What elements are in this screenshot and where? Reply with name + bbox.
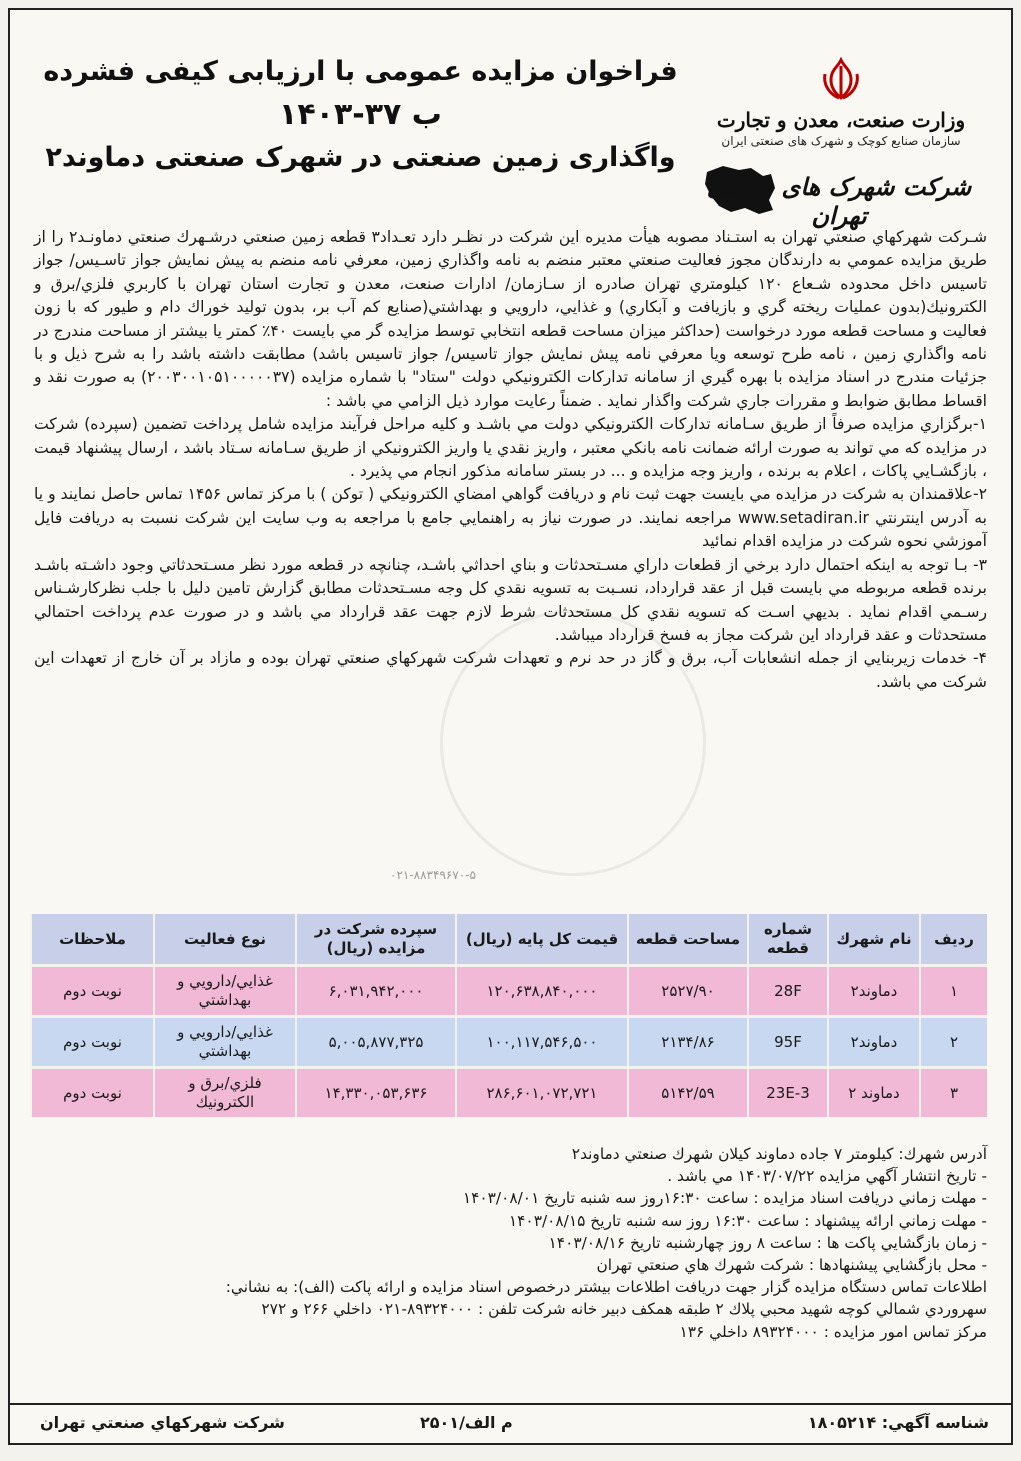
ad-code: م الف/۲۵۰۱: [420, 1413, 513, 1432]
table-cell: ۱: [920, 966, 987, 1017]
table-cell: غذايي/دارويي و بهداشتي: [154, 1017, 296, 1068]
table-cell: غذايي/دارويي و بهداشتي: [154, 966, 296, 1017]
table-cell: 28F: [748, 966, 828, 1017]
title-line-1: فراخوان مزایده عمومی با ارزیابی کیفی فشرده: [43, 56, 678, 87]
title-line-2: ب ۳۷-۱۴۰۳: [279, 97, 442, 132]
condition-1: ۱-برگزاري مزايده صرفاً از طريق سـامانه تداركات الكترونيكي دولت مي باشـد و كليه مراحل فرآيند مزايده شامل پرداخت تضمين (سپرده) شركت در مزايده كه مي تواند به صورت ارائه ضمانت نامه بانكي معتبر ، واريز نقدي يا واريز الكترونيكي از طريق سـامانه سـتاد باشد ، ارسال پيشنهاد قيمت ، بازگشـايي پاكات ، اعلام به برنده ، واريز وجه مزايده و ... در بستر سامانه مذكور انجام مي پذيرد .: [34, 415, 987, 481]
table-cell: ۱۰۰,۱۱۷,۵۴۶,۵۰۰: [456, 1017, 628, 1068]
table-cell: ۲۵۲۷/۹۰: [628, 966, 748, 1017]
plots-table: [30, 914, 987, 1117]
table-cell: ۲۱۳۴/۸۶: [628, 1017, 748, 1068]
opening-time-line: - زمان بازگشايي پاكت ها : ساعت ۸ روز چهارشنبه تاريخ ۱۴۰۳/۰۸/۱۶: [548, 1233, 987, 1252]
document-deadline-line: - مهلت زماني دريافت اسناد مزايده : ساعت ۱۶:۳۰روز سه شنبه تاريخ ۱۴۰۳/۰۸/۰۱: [462, 1189, 987, 1208]
table-row: [31, 1068, 987, 1118]
offer-deadline-line: - مهلت زماني ارائه پيشنهاد : ساعت ۱۶:۳۰ روز سه شنبه تاريخ ۱۴۰۳/۰۸/۱۵: [508, 1211, 987, 1230]
table-header: قيمت كل پايه (ريال): [456, 914, 628, 966]
iran-emblem-icon: [817, 56, 865, 104]
table-cell: ۲: [920, 1017, 987, 1068]
table-cell: ۱۲۰,۶۳۸,۸۴۰,۰۰۰: [456, 966, 628, 1017]
table-cell: دماوند۲: [828, 1017, 920, 1068]
watermark-phone: ۰۲۱-۸۸۳۴۹۶۷۰-۵: [390, 868, 477, 882]
table-cell: دماوند ۲: [828, 1068, 920, 1118]
auction-details: [34, 1143, 987, 1343]
table-cell: 23E-3: [748, 1068, 828, 1118]
table-cell: 95F: [748, 1017, 828, 1068]
table-cell: دماوند۲: [828, 966, 920, 1017]
table-header: نوع فعاليت: [154, 914, 296, 966]
table-cell: ۱۴,۳۳۰,۰۵۳,۶۳۶: [296, 1068, 456, 1118]
table-cell: ۲۸۶,۶۰۱,۰۷۲,۷۲۱: [456, 1068, 628, 1118]
intro-paragraph: شـركت شهركهاي صنعتي تهران به استـناد مصوبه هيأت مديره اين شركت در نظـر دارد تعـداد۳ قطعه زمين صنعتي درشـهرك صنعتي دماونـد۲ را از طريق مزايده عمومي به دارندگان مجوز فعاليت صنعتي معتبر منضم به نامه واگذاري زمين، معرفي نامه منضم به پيش نمايش جواز تاسـيس/ جواز تاسيس داخل محدوده شـعاع ۱۲۰ كيلومتري تهران صادره از سـازمان/ ادارات صنعت، معدن و تجارت استان تهران با كاربري فلزي/برق و الكترونيك(بدون عمليات ريخته گري و بازيافت و آبكاري) و غذايي، دارويي و بهداشتي(صنايع كم آب بر، بدون توليد خوراك دام و طيور كه با زون فعاليت و مساحت قطعه مورد درخواست (حداكثر ميزان مساحت قطعه انتخابي توسط مزايده گر مي بايست ۴۰٪ كمتر يا بيشتر از مساحت مندرج در نامه واگذاري زمين ، نامه طرح توسعه ويا معرفي نامه پيش نمايش جواز تاسيس/ جواز تاسيس باشد) مطابقت داشته باشد را به شرح ذيل و با جزئيات مندرج در اسناد مزايده با بهره گيري از سامانه تداركات الكترونيكي دولت "ستاد" با شماره مزايده (۲۰۰۳۰۰۱۰۵۱۰۰۰۰۰۳۷) به صورت نقد و اقساط مطابق ضوابط و مقررات جاري شركت واگذار نمايد . ضمناً رعايت موارد ذيل الزامي مي باشد :: [34, 228, 988, 410]
opening-place-line: - محل بازگشايي پيشنهادها : شركت شهرك هاي صنعتي تهران: [596, 1256, 987, 1275]
publish-date-line: - تاريخ انتشار آگهي مزايده ۱۴۰۳/۰۷/۲۲ مي باشد .: [667, 1167, 987, 1186]
logo-block: [691, 50, 991, 230]
table-cell: ۵,۰۰۵,۸۷۷,۳۲۵: [296, 1017, 456, 1068]
table-header-row: [31, 914, 987, 966]
table-cell: نوبت دوم: [31, 1068, 154, 1118]
contact-address-line: سهروردي شمالي كوچه شهيد محبي پلاك ۲ طبقه همكف دبير خانه شركت تلفن : ۸۹۳۲۴۰۰۰-۰۲۱ داخلي ۲۶۶ و ۲۷۲: [261, 1300, 987, 1319]
table-row: [31, 966, 987, 1017]
table-cell: فلزي/برق و الكترونيك: [154, 1068, 296, 1118]
footer-company: شركت شهركهاي صنعتي تهران: [40, 1413, 285, 1432]
announcement-body: [34, 226, 987, 694]
condition-4: ۴- خدمات زيربنايي از جمله انشعابات آب، برق و گاز در حد نرم و تعهدات شركت شهركهاي صنعتي تهران بوده و مازاد بر آن خارج از تعهدات اين شركت مي باشد.: [34, 649, 987, 691]
company-logo: [701, 158, 981, 230]
table-header: رديف: [920, 914, 987, 966]
table-header: نام شهرك: [828, 914, 920, 966]
table-cell: نوبت دوم: [31, 966, 154, 1017]
table-cell: ۶,۰۳۱,۹۴۲,۰۰۰: [296, 966, 456, 1017]
table-cell: ۳: [920, 1068, 987, 1118]
table-cell: ۵۱۴۲/۵۹: [628, 1068, 748, 1118]
footer: [10, 1403, 1011, 1443]
table-header: ملاحظات: [31, 914, 154, 966]
header: [40, 50, 991, 230]
call-center-line: مركز تماس امور مزايده : ۸۹۳۲۴۰۰۰ داخلي ۱۳۶: [679, 1322, 987, 1341]
table-header: سپرده شركت در مزايده (ريال): [296, 914, 456, 966]
condition-2: ۲-علاقمندان به شركت در مزايده مي بايست جهت ثبت نام و دريافت گواهي امضاي الكترونيكي ( توكن ) با مركز تماس ۱۴۵۶ تماس حاصل نمايند و يا به آدرس اينترنتي www.setadiran.ir مراجعه نمايند. در صورت نياز به راهنمايي جامع با مراجعه به وب سايت اين شركت نسبت به دريافت فايل آموزشي نحوه شركت در مزايده اقدام نمائيد: [34, 485, 988, 551]
condition-3: ۳- بـا توجه به اينكه احتمال دارد برخي از قطعات داراي مسـتحدثات و بناي احداثي باشـد، چنانچه در قطعه مورد نظر مسـتحدثاتي وجود داشـته باشـد برنده قطعه مربوطه مي بايست قبل از عقد قرارداد، نسـبت به تسويه نقدي كل وجه مسـتحدثات مطابق گزارش تامين دليل با جلب نظركارشـناس رسـمي اقدام نمايد . بديهي اسـت كه تسويه نقدي كل مستحدثات شرط لازم جهت عقد قرارداد مي باشد و در صورت عدم پرداخت احتمالي مستحدثات و عقد قرارداد اين شركت مجاز به فسخ قرارداد ميباشد.: [34, 555, 987, 644]
table-header: شماره قطعه: [748, 914, 828, 966]
title-line-3: واگذاری زمین صنعتی در شهرک صنعتی دماوند۲: [45, 142, 676, 173]
table-cell: نوبت دوم: [31, 1017, 154, 1068]
ministry-name: وزارت صنعت، معدن و تجارت: [716, 108, 966, 132]
title-block: [40, 50, 681, 180]
table-row: [31, 1017, 987, 1068]
contact-line: اطلاعات تماس دستگاه مزايده گزار جهت دريافت اطلاعات بيشتر درخصوص اسناد مزايده و ارائه پاكت (الف): به نشاني:: [225, 1278, 987, 1297]
advertisement-page: [8, 8, 1013, 1445]
company-logo-text: شرکت شهرک های صنعتی تهران: [706, 172, 972, 230]
organization-name: سازمان صنایع کوچک و شهرک های صنعتی ایران: [721, 134, 961, 148]
address-line: آدرس شهرك: كيلومتر ۷ جاده دماوند كيلان شهرك صنعتي دماوند۲: [571, 1145, 987, 1163]
ad-id: شناسه آگهي: ۱۸۰۵۲۱۴: [807, 1413, 989, 1432]
table-header: مساحت قطعه: [628, 914, 748, 966]
